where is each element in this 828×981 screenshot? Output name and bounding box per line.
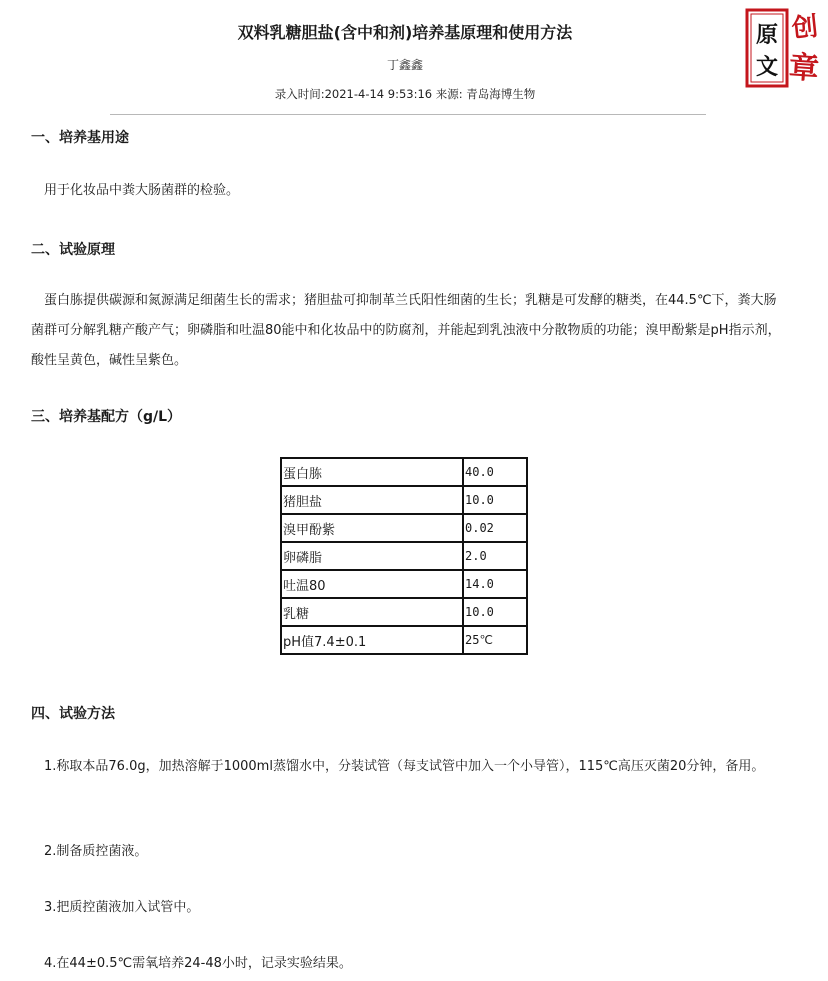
amount-cell: 40.0 [463,458,527,486]
ingredient-cell: 乳糖 [281,598,463,626]
principle-paragraph: 蛋白胨提供碳源和氮源满足细菌生长的需求；猪胆盐可抑制革兰氏阳性细菌的生长；乳糖是可发酵的糖类，在44.5℃下，粪大肠菌群可分解乳糖产酸产气；卵磷脂和吐温80能中和化妆品中的防腐剂，并能起到乳浊液中分散物质的功能；溴甲酚紫是pH指示剂，酸性呈黄色，碱性呈紫色。 [31,293,781,368]
section-heading-principle: 二、试验原理 [31,242,115,258]
ingredient-cell: 吐温80 [281,570,463,598]
article-author: 丁鑫鑫 [386,58,423,72]
ingredient-cell: 猪胆盐 [281,486,463,514]
original-seal-stamp [745,4,824,90]
amount-cell: 2.0 [463,542,527,570]
header-divider [110,114,706,115]
ingredient-cell: 卵磷脂 [281,542,463,570]
amount-cell: 10.0 [463,598,527,626]
svg-text:文: 文 [755,54,779,80]
svg-text:原: 原 [755,22,779,48]
method-step-4: 4.在44±0.5℃需氧培养24-48小时，记录实验结果。 [44,956,352,971]
article-title: 双料乳糖胆盐(含中和剂)培养基原理和使用方法 [237,23,573,42]
table-row [281,542,527,570]
amount-cell: 10.0 [463,486,527,514]
table-row [281,570,527,598]
table-row [281,626,527,654]
svg-text:创: 创 [790,11,820,45]
table-row [281,458,527,486]
section-heading-method: 四、试验方法 [31,706,115,722]
amount-cell: 25℃ [463,626,527,654]
method-step-1: 1.称取本品76.0g，加热溶解于1000ml蒸馏水中，分装试管（每支试管中加入一个小导管），115℃高压灭菌20分钟，备用。 [44,759,765,774]
article-meta: 录入时间:2021-4-14 9:53:16 来源: 青岛海博生物 [274,87,536,101]
section-heading-usage: 一、培养基用途 [31,130,129,146]
section-heading-formula: 三、培养基配方（g/L） [31,409,182,425]
table-row [281,598,527,626]
table-row [281,486,527,514]
method-step-2: 2.制备质控菌液。 [44,844,148,859]
svg-text:章: 章 [787,49,821,87]
method-step-3: 3.把质控菌液加入试管中。 [44,900,200,915]
table-row [281,514,527,542]
amount-cell: 14.0 [463,570,527,598]
ingredient-cell: 蛋白胨 [281,458,463,486]
formula-table [280,457,528,655]
amount-cell: 0.02 [463,514,527,542]
ingredient-cell: pH值7.4±0.1 [281,626,463,654]
usage-paragraph: 用于化妆品中粪大肠菌群的检验。 [44,183,240,198]
ingredient-cell: 溴甲酚紫 [281,514,463,542]
